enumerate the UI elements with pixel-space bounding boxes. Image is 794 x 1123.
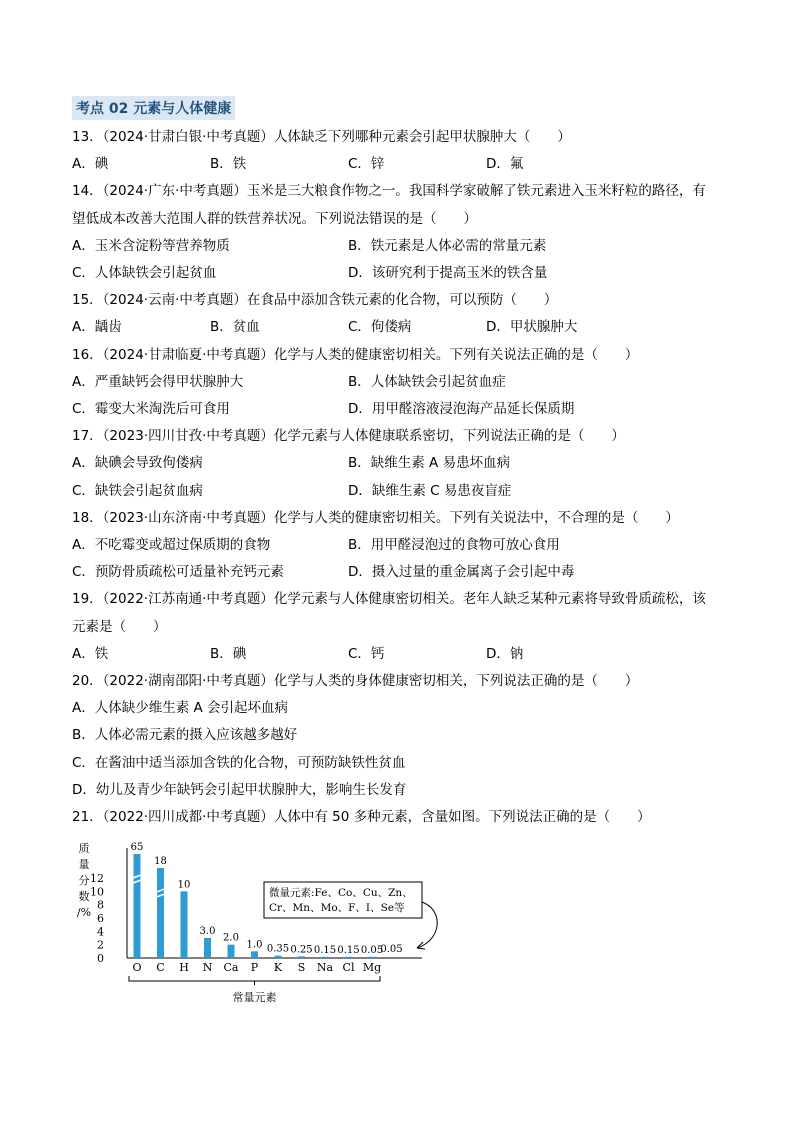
question-stem: 16．（2024·甘肃临夏·中考真题）化学与人类的健康密切相关。下列有关说法正确的是（ ）	[72, 346, 639, 363]
x-tick-label: Ca	[223, 961, 239, 974]
y-tick-label: 12	[90, 872, 104, 885]
x-tick-label: Na	[316, 961, 334, 974]
option[interactable]: C．人体缺铁会引起贫血	[72, 265, 217, 281]
option[interactable]: B．用甲醛浸泡过的食物可放心食用	[348, 537, 560, 553]
y-axis-label-char: 量	[78, 858, 90, 871]
option[interactable]: A．铁	[72, 645, 109, 662]
question-stem: 21．（2022·四川成都·中考真题）人体中有 50 多种元素，含量如图。下列说法正确的是（ ）	[72, 809, 651, 825]
y-axis-label-char: 质	[78, 842, 90, 855]
option[interactable]: B．碘	[210, 645, 247, 662]
bar-o	[134, 854, 141, 958]
x-tick-label: C	[156, 961, 165, 974]
data-label: 0.25	[290, 944, 313, 956]
data-label: 1.0	[246, 939, 263, 951]
trace-element-text: Cr、Mn、Mo、F、I、Se等	[269, 902, 405, 914]
option[interactable]: D．该研究利于提高玉米的铁含量	[348, 265, 548, 281]
question-stem: 17．（2023·四川甘孜·中考真题）化学元素与人体健康联系密切，下列说法正确的是（ ）	[72, 428, 625, 445]
bar-na	[322, 957, 329, 958]
option[interactable]: D．缺维生素 C 易患夜盲症	[348, 482, 512, 499]
trace-element-text: 微量元素:Fe、Co、Cu、Zn、	[269, 887, 413, 899]
bar-s	[298, 956, 305, 958]
data-label: 0.15	[313, 944, 337, 956]
question-stem: 18．（2023·山东济南·中考真题）化学与人类的健康密切相关。下列有关说法中，不合理的是（ ）	[72, 509, 679, 526]
data-label: 0.05	[360, 944, 384, 956]
option[interactable]: D．用甲醛溶液浸泡海产品延长保质期	[348, 401, 575, 417]
option[interactable]: B．铁	[210, 156, 247, 173]
bracket	[129, 976, 380, 985]
option[interactable]: B．人体缺铁会引起贫血症	[348, 373, 506, 390]
bar-mg	[369, 957, 376, 958]
y-tick-label: 2	[97, 938, 104, 952]
option[interactable]: A．严重缺钙会得甲状腺肿大	[72, 373, 244, 390]
bar-p	[251, 951, 258, 958]
question-stem: 13．（2024·甘肃白银·中考真题）人体缺乏下列哪种元素会引起甲状腺肿大（ ）	[72, 129, 571, 145]
element-content-chart	[72, 840, 452, 1010]
option[interactable]: C．霉变大米淘洗后可食用	[72, 401, 230, 417]
option[interactable]: A．不吃霉变或超过保质期的食物	[72, 537, 271, 553]
y-tick-label: 10	[90, 885, 104, 899]
y-axis-label-char: /%	[76, 906, 92, 919]
data-label-trace: 0.05	[380, 944, 403, 955]
x-tick-label: Mg	[362, 961, 382, 974]
data-label: 10	[177, 879, 191, 891]
question-stem: 15．（2024·云南·中考真题）在食品中添加含铁元素的化合物，可以预防（ ）	[72, 292, 558, 309]
bar-n	[204, 938, 211, 958]
option[interactable]: D．氟	[486, 156, 524, 173]
question-stem: 19．（2022·江苏南通·中考真题）化学元素与人体健康密切相关。老年人缺乏某种元素将导致骨质疏松，该	[72, 591, 706, 608]
option[interactable]: A．龋齿	[72, 319, 122, 336]
option[interactable]: C．锌	[348, 156, 385, 173]
option[interactable]: C．佝偻病	[348, 319, 412, 336]
y-tick-label: 8	[97, 898, 104, 912]
data-label: 65	[130, 842, 144, 853]
option[interactable]: D．幼儿及青少年缺钙会引起甲状腺肿大，影响生长发育	[72, 781, 407, 798]
option[interactable]: B．贫血	[210, 319, 260, 336]
data-label: 18	[154, 856, 167, 867]
y-axis-label-char: 数	[78, 890, 90, 903]
data-label: 2.0	[223, 932, 239, 944]
option[interactable]: C．缺铁会引起贫血病	[72, 482, 203, 499]
option[interactable]: B．铁元素是人体必需的常量元素	[348, 237, 547, 254]
option[interactable]: D．摄入过量的重金属离子会引起中毒	[348, 564, 575, 581]
y-tick-label: 0	[97, 952, 104, 965]
x-tick-label: P	[250, 961, 259, 974]
bar-c	[157, 868, 164, 958]
x-tick-label: N	[202, 961, 213, 974]
option[interactable]: B．人体必需元素的摄入应该越多越好	[72, 727, 298, 744]
question-stem: 望低成本改善大范围人群的铁营养状况。下列说法错误的是（ ）	[72, 210, 477, 227]
section-title: 考点 02 元素与人体健康	[72, 96, 235, 120]
x-tick-label: H	[179, 961, 189, 974]
x-tick-label: K	[273, 961, 283, 974]
y-axis-label-char: 分	[78, 874, 90, 887]
y-tick-label: 6	[97, 912, 104, 925]
x-tick-label: Cl	[342, 961, 355, 974]
data-label: 0.35	[266, 943, 290, 955]
bracket-label: 常量元素	[232, 991, 277, 1004]
question-stem: 20．（2022·湖南邵阳·中考真题）化学与人类的身体健康密切相关，下列说法正确的是（ ）	[72, 673, 639, 689]
option[interactable]: A．碘	[72, 156, 109, 173]
question-stem: 元素是（ ）	[72, 618, 167, 635]
option[interactable]: A．人体缺少维生素 A 会引起坏血病	[72, 700, 289, 717]
bar-h	[181, 891, 188, 958]
option[interactable]: B．缺维生素 A 易患坏血病	[348, 455, 511, 472]
question-stem: 14．（2024·广东·中考真题）玉米是三大粮食作物之一。我国科学家破解了铁元素进入玉米籽粒的路径，有	[72, 183, 706, 200]
option[interactable]: C．在酱油中适当添加含铁的化合物，可预防缺铁性贫血	[72, 754, 406, 771]
option[interactable]: D．甲状腺肿大	[486, 319, 578, 336]
y-tick-label: 4	[97, 925, 104, 939]
bar-cl	[345, 957, 352, 958]
option[interactable]: C．钙	[348, 645, 385, 662]
bar-k	[275, 956, 282, 958]
option[interactable]: A．缺碘会导致佝偻病	[72, 455, 203, 472]
x-tick-label: O	[132, 961, 142, 974]
data-label: 0.15	[337, 944, 360, 956]
bar-ca	[228, 945, 235, 958]
x-tick-label: S	[297, 961, 306, 974]
option[interactable]: C．预防骨质疏松可适量补充钙元素	[72, 564, 284, 581]
data-label: 3.0	[199, 926, 216, 937]
option[interactable]: A．玉米含淀粉等营养物质	[72, 237, 230, 254]
option[interactable]: D．钠	[486, 645, 524, 662]
